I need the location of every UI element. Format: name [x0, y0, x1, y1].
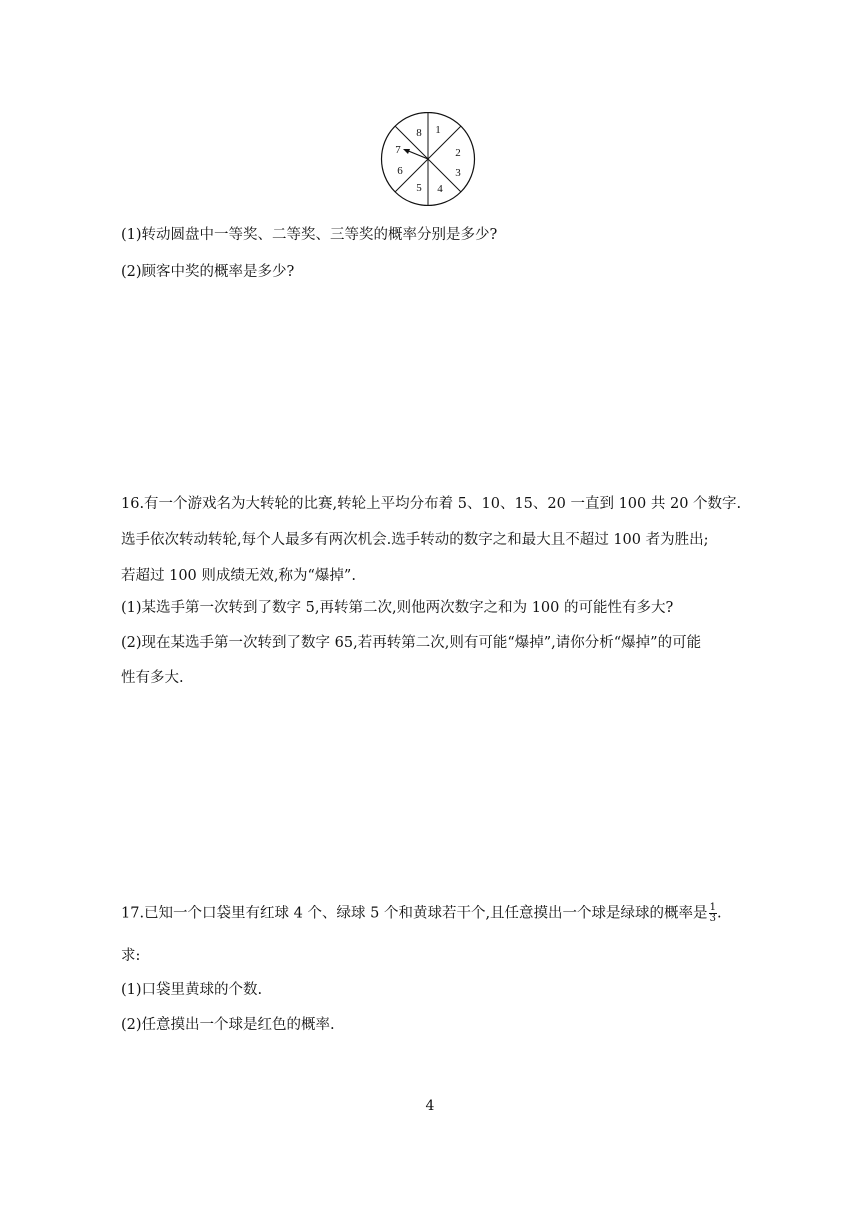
fraction-denominator: 3 [709, 913, 716, 924]
spinner-pointer-head [403, 149, 410, 154]
spinner-figure [378, 112, 478, 206]
q17-part1: (1)口袋里黄球的个数. [121, 982, 263, 998]
spinner-pointer [406, 150, 428, 159]
sector-label-6: 6 [397, 165, 403, 177]
sector-label-8: 8 [416, 127, 422, 139]
sector-label-2: 2 [455, 147, 461, 159]
q17-stem-text: 17.已知一个口袋里有红球 4 个、绿球 5 个和黄球若干个,且任意摸出一个球是绿球的概率是 [121, 905, 708, 922]
q16-part2-line1: (2)现在某选手第一次转到了数字 65,若再转第二次,则有可能“爆掉”,请你分析“爆掉”的可能 [121, 635, 702, 651]
page-number: 4 [425, 1098, 435, 1114]
fraction-one-third [709, 903, 717, 924]
fraction-numerator: 1 [709, 902, 716, 913]
sector-label-1: 1 [435, 124, 441, 136]
q17-stem-end: . [716, 905, 722, 922]
q15-part2: (2)顾客中奖的概率是多少? [121, 264, 295, 280]
sector-label-3: 3 [455, 167, 461, 179]
q17-stem-line1 [121, 903, 722, 924]
q16-stem-line1: 16.有一个游戏名为大转轮的比赛,转轮上平均分布着 5、10、15、20 一直到 100 共 20 个数字. [121, 496, 742, 512]
q16-part2-line2: 性有多大. [121, 670, 184, 686]
q16-part1: (1)某选手第一次转到了数字 5,再转第二次,则他两次数字之和为 100 的可能性有多大? [121, 600, 674, 616]
q17-part2: (2)任意摸出一个球是红色的概率. [121, 1017, 335, 1033]
q16-stem-line3: 若超过 100 则成绩无效,称为“爆掉”. [121, 568, 356, 584]
sector-label-5: 5 [416, 182, 422, 194]
q16-stem-line2: 选手依次转动转轮,每个人最多有两次机会.选手转动的数字之和最大且不超过 100 者为胜出; [121, 532, 709, 548]
q17-stem-line2: 求: [121, 948, 141, 964]
sector-label-7: 7 [395, 144, 401, 156]
q15-part1: (1)转动圆盘中一等奖、二等奖、三等奖的概率分别是多少? [121, 227, 498, 243]
sector-label-4: 4 [437, 183, 443, 195]
